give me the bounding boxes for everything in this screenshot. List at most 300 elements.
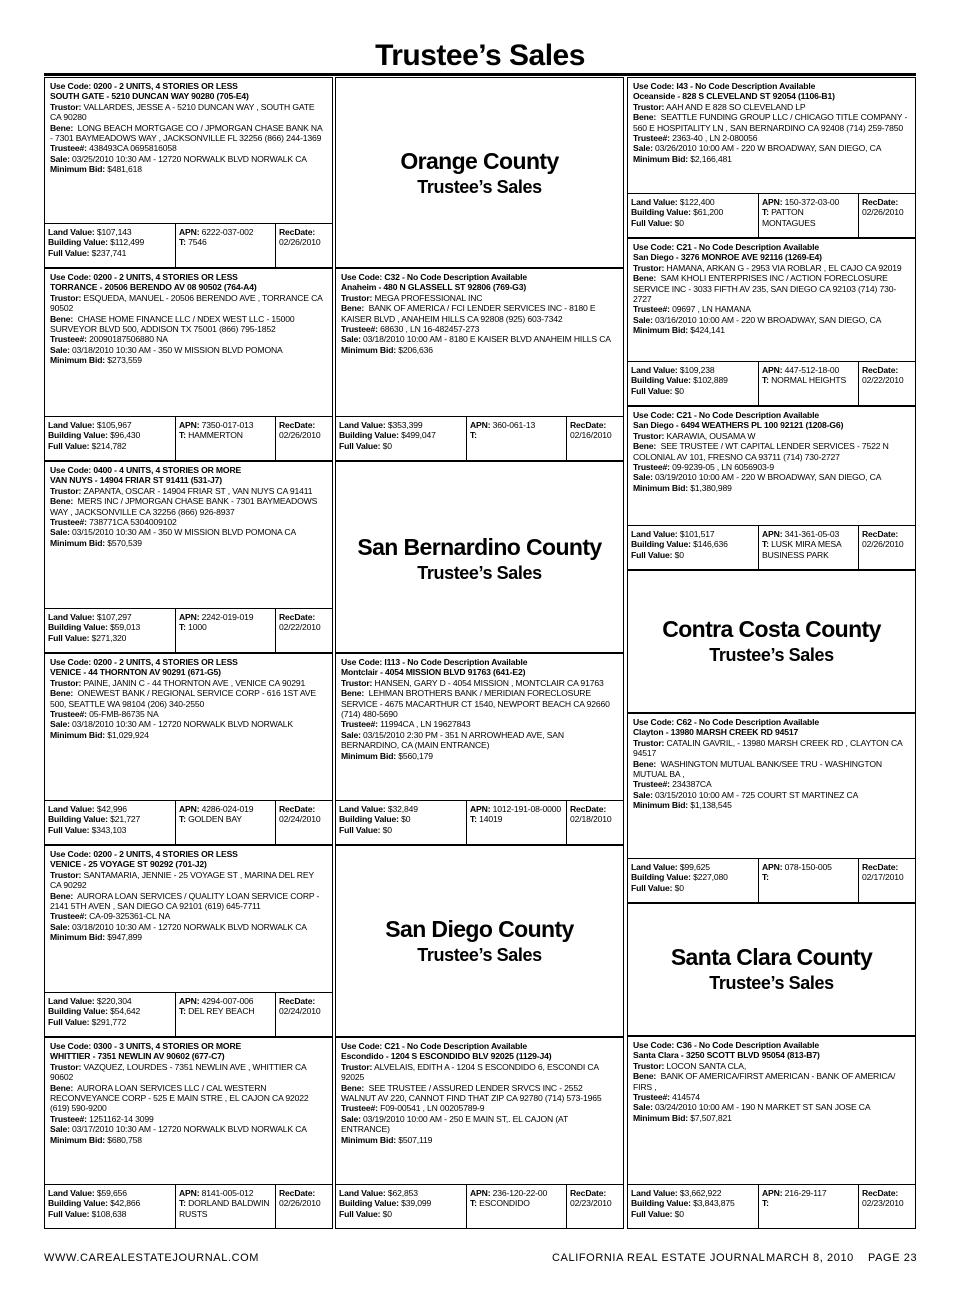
recdate-value: 02/24/2010 (279, 1006, 321, 1017)
use-code: Use Code: C62 - No Code Description Available (633, 717, 820, 727)
trustor-value: HANSEN, GARY D - 4054 MISSION , MONTCLAIR CA 91763 (374, 677, 604, 688)
use-code: Use Code: C21 - No Code Description Available (633, 242, 820, 252)
sale-label: Sale: (50, 1124, 70, 1135)
land-value: $99,625 (679, 862, 710, 872)
sale-value: 03/19/2010 10:00 AM - 250 E MAIN ST,. EL CAJON (AT ENTRANCE) (341, 1113, 568, 1135)
trustee-label: Trustee#: (341, 324, 378, 335)
min-bid-value: $1,029,924 (107, 729, 149, 740)
min-bid-label: Minimum Bid: (50, 164, 106, 175)
value-row (628, 858, 915, 902)
full-value-label: Full Value: (48, 247, 90, 258)
recdate-label: RecDate: (862, 197, 899, 207)
listing-details (45, 654, 332, 743)
trustor-value: SANTAMARIA, JENNIE - 25 VOYAGE ST , MARINA DEL REY CA 90292 (50, 869, 314, 891)
full-value: $0 (674, 1208, 684, 1219)
trustee-value: CA-09-325361-CL NA (89, 911, 171, 922)
land-value: $122,400 (679, 197, 715, 207)
property-address: Escondido - 1204 S ESCONDIDO BLV 92025 (1129-J4) (341, 1051, 552, 1062)
listing-card (44, 268, 333, 461)
listing-card (627, 238, 916, 406)
bene-value: BANK OF AMERICA/FIRST AMERICAN - BANK OF AMERICA/ FIRS , (633, 1071, 896, 1092)
bene-label: Bene: (341, 1082, 365, 1093)
trustor-value: CATALIN GAVRIL, - 13980 MARSH CREEK RD , CLAYTON CA 94517 (633, 737, 903, 759)
bene-value: SEE TRUSTEE / ASSURED LENDER SRVCS INC - 2552 WALNUT AV 220, CANNOT FIND THAT ZIP CA 92780 (714) 573-1965 (341, 1082, 602, 1104)
sale-value: 03/16/2010 10:00 AM - 220 W BROADWAY, SAN DIEGO, CA (655, 314, 882, 325)
full-value: $291,772 (91, 1016, 127, 1027)
listing-card (627, 406, 916, 570)
apn-value: 4286-024-019 (201, 804, 254, 814)
min-bid-label: Minimum Bid: (50, 1134, 106, 1145)
trustee-label: Trustee#: (50, 1113, 87, 1124)
property-address: Montclair - 4054 MISSION BLVD 91763 (641-E2) (341, 667, 526, 678)
trustor-value: VAZQUEZ, LOURDES - 7351 NEWLIN AVE , WHITTIER CA 90602 (50, 1061, 307, 1083)
trustor-value: AAH AND E 828 SO CLEVELAND LP (666, 101, 806, 112)
full-value-label: Full Value: (339, 824, 381, 835)
sale-value: 03/15/2010 10:00 AM - 725 COURT ST MARTINEZ CA (655, 789, 859, 800)
bene-label: Bene: (633, 441, 657, 452)
sale-value: 03/25/2010 10:30 AM - 12720 NORWALK BLVD NORWALK CA (72, 153, 307, 164)
land-value: $107,297 (96, 612, 132, 622)
county-header-santa-clara (627, 903, 916, 1036)
land-value: $353,399 (387, 420, 423, 430)
apn-value: 4294-007-006 (201, 996, 254, 1006)
apn-value: 8141-005-012 (201, 1188, 254, 1198)
t-value: HAMMERTON (188, 430, 243, 441)
building-value: $61,200 (693, 207, 724, 218)
min-bid-value: $560,179 (398, 750, 433, 761)
trustor-label: Trustor: (633, 737, 665, 748)
recdate-value: 02/18/2010 (570, 814, 612, 825)
use-code: Use Code: C36 - No Code Description Available (633, 1040, 820, 1050)
bene-label: Bene: (50, 890, 74, 901)
value-row (628, 193, 915, 237)
trustor-value: PAINE, JANIN C - 44 THORNTON AVE , VENICE CA 90291 (83, 677, 306, 688)
trustee-label: Trustee#: (50, 517, 87, 528)
trustor-label: Trustor: (341, 292, 373, 303)
min-bid-label: Minimum Bid: (341, 750, 397, 761)
listing-details (628, 714, 915, 814)
full-value-label: Full Value: (48, 1016, 90, 1027)
recdate-value: 02/24/2010 (279, 814, 321, 825)
land-value-label: Land Value: (339, 420, 386, 430)
listing-card (44, 461, 333, 653)
property-address: San Diego - 3276 MONROE AVE 92116 (1269-E4) (633, 252, 822, 263)
trustor-value: KARAWIA, OUSAMA W (666, 430, 756, 441)
sale-value: 03/24/2010 10:00 AM - 190 N MARKET ST SAN JOSE CA (655, 1102, 871, 1113)
t-label: T: (470, 430, 477, 441)
full-value-label: Full Value: (48, 440, 90, 451)
trustee-label: Trustee#: (633, 304, 670, 315)
apn-label: APN: (762, 862, 783, 872)
trustee-value: 234387CA (672, 779, 712, 790)
land-value: $109,238 (679, 365, 715, 375)
bene-value: SEE TRUSTEE / WT CAPITAL LENDER SERVICES - 7522 N COLONIAL AV 101, FRESNO CA 93711 (714) 730-2727 (633, 441, 889, 462)
min-bid-value: $273,559 (107, 355, 142, 366)
sale-value: 03/18/2010 10:30 AM - 350 W MISSION BLVD POMONA (72, 344, 283, 355)
trustor-value: HAMANA, ARKAN G - 2953 VIA ROBLAR , EL CAJO CA 92019 (666, 262, 902, 273)
recdate-label: RecDate: (279, 227, 316, 237)
sale-label: Sale: (633, 143, 653, 154)
building-value-label: Building Value: (48, 430, 108, 441)
building-value: $54,642 (110, 1006, 141, 1017)
trustee-label: Trustee#: (50, 709, 87, 720)
t-label: T: (762, 539, 769, 550)
full-value: $343,103 (91, 824, 127, 835)
min-bid-label: Minimum Bid: (50, 932, 106, 943)
t-label: T: (470, 1198, 477, 1209)
t-label: T: (762, 1198, 769, 1209)
full-value: $0 (674, 385, 684, 396)
use-code: Use Code: C21 - No Code Description Available (341, 1041, 528, 1051)
land-value: $32,849 (387, 804, 418, 814)
building-value-label: Building Value: (631, 1198, 691, 1209)
trustor-label: Trustor: (633, 1060, 665, 1071)
building-value: $21,727 (110, 814, 141, 825)
recdate-value: 02/16/2010 (570, 430, 612, 441)
bene-label: Bene: (50, 313, 74, 324)
bene-label: Bene: (633, 1071, 657, 1082)
use-code: Use Code: 0200 - 2 UNITS, 4 STORIES OR LESS (50, 849, 238, 859)
trustor-label: Trustor: (50, 869, 82, 880)
full-value: $0 (382, 440, 392, 451)
apn-label: APN: (762, 529, 783, 539)
county-name: Santa Clara County (670, 944, 873, 970)
listing-card (627, 77, 916, 238)
land-value-label: Land Value: (631, 529, 678, 539)
trustor-value: ALVELAIS, EDITH A - 1204 S ESCONDIDO 6, ESCONDI CA 92025 (341, 1061, 599, 1083)
min-bid-value: $947,899 (107, 932, 142, 943)
t-value: ESCONDIDO (479, 1198, 530, 1209)
apn-value: 360-061-13 (492, 420, 536, 430)
land-value: $107,143 (96, 227, 132, 237)
county-subtitle: Trustee’s Sales (417, 563, 542, 583)
land-value-label: Land Value: (631, 365, 678, 375)
recdate-value: 02/26/2010 (862, 207, 904, 218)
trustor-label: Trustor: (50, 101, 82, 112)
min-bid-value: $7,507,821 (690, 1112, 732, 1123)
t-value: PATTON MONTAGUES (762, 207, 816, 228)
county-subtitle: Trustee’s Sales (709, 973, 834, 993)
t-label: T: (762, 207, 769, 218)
land-value-label: Land Value: (339, 1188, 386, 1198)
value-row (45, 800, 332, 844)
min-bid-value: $481,618 (107, 164, 142, 175)
bene-value: LEHMAN BROTHERS BANK / MERIDIAN FORECLOSURE SERVICE - 4675 MACARTHUR CT 1540, NEWPORT BEACH CA 92660 (714) 480-5690 (341, 688, 610, 720)
building-value-label: Building Value: (631, 872, 691, 883)
bene-label: Bene: (633, 758, 657, 769)
recdate-label: RecDate: (570, 1188, 607, 1198)
trustee-value: 05-FMB-86735 NA (89, 709, 159, 720)
min-bid-label: Minimum Bid: (633, 325, 689, 336)
recdate-label: RecDate: (279, 804, 316, 814)
building-value-label: Building Value: (339, 814, 399, 825)
bene-value: CHASE HOME FINANCE LLC / NDEX WEST LLC - 15000 SURVEYOR BLVD 500, ADDISON TX 75001 (866) 795-1852 (50, 313, 295, 335)
sale-value: 03/17/2010 10:30 AM - 12720 NORWALK BLVD NORWALK CA (72, 1124, 307, 1135)
trustee-label: Trustee#: (633, 779, 670, 790)
value-row (45, 223, 332, 267)
apn-label: APN: (179, 804, 200, 814)
building-value: $499,047 (401, 430, 436, 441)
property-address: Oceanside - 828 S CLEVELAND ST 92054 (1106-B1) (633, 91, 835, 102)
t-value: 1000 (188, 622, 207, 633)
land-value-label: Land Value: (48, 804, 95, 814)
bene-value: SAM KHOLI ENTERPRISES INC / ACTION FORECLOSURE SERVICE INC - 3033 FIFTH AV 235, SAN DIEGO CA 92103 (714) 730-2727 (633, 273, 897, 305)
full-value: $0 (382, 1208, 392, 1219)
trustee-value: 738771CA 5304009102 (89, 517, 177, 528)
property-address: TORRANCE - 20506 BERENDO AV 08 90502 (764-A4) (50, 282, 257, 293)
land-value-label: Land Value: (631, 862, 678, 872)
min-bid-label: Minimum Bid: (341, 1134, 397, 1145)
trustee-label: Trustee#: (633, 133, 670, 144)
land-value-label: Land Value: (339, 804, 386, 814)
min-bid-label: Minimum Bid: (633, 153, 689, 164)
listing-details (45, 462, 332, 551)
listing-details (628, 239, 915, 339)
sale-value: 03/18/2010 10:30 AM - 12720 NORWALK BLVD NORWALK CA (72, 921, 307, 932)
recdate-label: RecDate: (862, 529, 899, 539)
building-value: $42,866 (110, 1198, 141, 1209)
bene-label: Bene: (341, 688, 365, 699)
use-code: Use Code: 0200 - 2 UNITS, 4 STORIES OR LESS (50, 272, 238, 282)
property-address: WHITTIER - 7351 NEWLIN AV 90602 (677-C7) (50, 1051, 225, 1062)
full-value: $237,741 (91, 247, 127, 258)
min-bid-label: Minimum Bid: (341, 344, 397, 355)
value-row (336, 1184, 623, 1228)
footer-page: PAGE 23 (868, 1252, 918, 1264)
building-value-label: Building Value: (339, 1198, 399, 1209)
listing-details (45, 78, 332, 178)
min-bid-value: $507,119 (398, 1134, 433, 1145)
apn-label: APN: (470, 1188, 491, 1198)
recdate-value: 02/26/2010 (279, 1198, 321, 1209)
county-header-orange (335, 77, 624, 268)
recdate-value: 02/26/2010 (279, 430, 321, 441)
property-address: VENICE - 25 VOYAGE ST 90292 (701-J2) (50, 859, 207, 870)
county-name: San Diego County (385, 916, 574, 942)
land-value-label: Land Value: (48, 227, 95, 237)
value-row (336, 800, 623, 844)
sale-value: 03/15/2010 10:30 AM - 350 W MISSION BLVD POMONA CA (72, 527, 297, 538)
full-value-label: Full Value: (631, 217, 673, 228)
building-value: $39,099 (401, 1198, 432, 1209)
listing-details (628, 78, 915, 167)
sale-label: Sale: (341, 729, 361, 740)
recdate-label: RecDate: (279, 612, 316, 622)
t-label: T: (762, 375, 769, 386)
land-value-label: Land Value: (48, 612, 95, 622)
bene-value: ONEWEST BANK / REGIONAL SERVICE CORP - 616 1ST AVE 500, SEATTLE WA 98104 (206) 340-2550 (50, 688, 316, 709)
trustor-label: Trustor: (633, 101, 665, 112)
value-row (628, 1184, 915, 1228)
apn-value: 7350-017-013 (201, 420, 254, 430)
t-label: T: (470, 814, 477, 825)
t-value: DEL REY BEACH (188, 1006, 255, 1017)
trustee-label: Trustee#: (341, 1103, 378, 1114)
sale-value: 03/19/2010 10:00 AM - 220 W BROADWAY, SAN DIEGO, CA (655, 472, 882, 483)
apn-label: APN: (470, 420, 491, 430)
min-bid-value: $2,166,481 (690, 153, 732, 164)
listing-details (336, 1038, 623, 1148)
sale-label: Sale: (341, 334, 361, 345)
trustee-label: Trustee#: (50, 143, 87, 154)
full-value: $214,782 (91, 440, 127, 451)
building-value-label: Building Value: (631, 207, 691, 218)
sale-label: Sale: (50, 153, 70, 164)
listing-details (628, 1037, 915, 1126)
land-value: $220,304 (96, 996, 132, 1006)
listing-card (627, 713, 916, 903)
use-code: Use Code: 0200 - 2 UNITS, 4 STORIES OR LESS (50, 81, 238, 91)
county-header-contra-costa (627, 570, 916, 713)
trustee-value: 414574 (672, 1092, 700, 1103)
apn-value: 2242-019-019 (201, 612, 254, 622)
apn-label: APN: (179, 227, 200, 237)
building-value: $102,889 (693, 375, 728, 386)
apn-value: 6222-037-002 (201, 227, 254, 237)
full-value: $0 (674, 549, 684, 560)
county-name: Orange County (400, 148, 559, 174)
trustor-value: ZAPANTA, OSCAR - 14904 FRIAR ST , VAN NUYS CA 91411 (83, 485, 313, 496)
t-label: T: (762, 872, 769, 883)
use-code: Use Code: I43 - No Code Description Available (633, 81, 816, 91)
building-value-label: Building Value: (48, 814, 108, 825)
recdate-value: 02/22/2010 (279, 622, 321, 633)
recdate-label: RecDate: (862, 365, 899, 375)
building-value: $112,499 (110, 237, 145, 248)
trustor-value: ESQUEDA, MANUEL - 20506 BERENDO AVE , TORRANCE CA 90502 (50, 292, 323, 314)
trustee-value: 09-9239-05 , LN 6056903-9 (672, 462, 774, 473)
trustee-value: F09-00541 , LN 00205789-9 (380, 1103, 485, 1114)
recdate-value: 02/26/2010 (862, 539, 904, 550)
min-bid-value: $1,380,989 (690, 482, 732, 493)
apn-value: 447-512-18-00 (784, 365, 840, 375)
recdate-label: RecDate: (862, 1188, 899, 1198)
t-label: T: (179, 237, 186, 248)
full-value-label: Full Value: (631, 882, 673, 893)
building-value: $59,013 (110, 622, 141, 633)
land-value: $101,517 (679, 529, 715, 539)
building-value: $96,430 (110, 430, 141, 441)
bene-label: Bene: (341, 303, 365, 314)
land-value: $59,656 (96, 1188, 127, 1198)
listing-details (628, 407, 915, 496)
apn-label: APN: (179, 996, 200, 1006)
min-bid-label: Minimum Bid: (633, 800, 689, 811)
footer-website: WWW.CAREALESTATEJOURNAL.COM (44, 1252, 260, 1264)
t-value: GOLDEN BAY (188, 814, 242, 825)
recdate-label: RecDate: (279, 996, 316, 1006)
apn-label: APN: (179, 1188, 200, 1198)
trustee-label: Trustee#: (633, 462, 670, 473)
trustor-label: Trustor: (633, 430, 665, 441)
listing-card (44, 845, 333, 1037)
footer-publication: CALIFORNIA REAL ESTATE JOURNAL (552, 1252, 766, 1264)
full-value-label: Full Value: (339, 1208, 381, 1219)
full-value-label: Full Value: (631, 1208, 673, 1219)
bene-label: Bene: (50, 688, 74, 699)
apn-label: APN: (762, 1188, 783, 1198)
sale-value: 03/15/2010 2:30 PM - 351 N ARROWHEAD AVE, SAN BERNARDINO, CA (MAIN ENTRANCE) (341, 729, 564, 751)
listing-card (335, 653, 624, 845)
min-bid-label: Minimum Bid: (50, 355, 106, 366)
value-row (336, 416, 623, 460)
sale-label: Sale: (50, 921, 70, 932)
apn-value: 1012-191-08-0000 (492, 804, 561, 814)
trustor-value: MEGA PROFESSIONAL INC (374, 292, 483, 303)
t-label: T: (179, 1006, 186, 1017)
property-address: San Diego - 6494 WEATHERS PL 100 92121 (1208-G6) (633, 420, 844, 431)
trustor-label: Trustor: (50, 485, 82, 496)
property-address: VAN NUYS - 14904 FRIAR ST 91411 (531-J7) (50, 475, 222, 486)
t-value: 7546 (188, 237, 207, 248)
apn-value: 150-372-03-00 (784, 197, 840, 207)
full-value: $271,320 (91, 632, 127, 643)
recdate-value: 02/23/2010 (862, 1198, 904, 1209)
full-value-label: Full Value: (48, 1208, 90, 1219)
county-subtitle: Trustee’s Sales (709, 645, 834, 665)
t-label: T: (179, 814, 186, 825)
t-label: T: (179, 430, 186, 441)
bene-value: LONG BEACH MORTGAGE CO / JPMORGAN CHASE BANK NA - 7301 BAYMEADOWS WAY , JACKSONVILLE FL 32256 (866) 244-1369 (50, 122, 323, 144)
listing-card (627, 1036, 916, 1229)
apn-value: 216-29-117 (784, 1188, 827, 1198)
land-value: $3,662,922 (679, 1188, 722, 1198)
value-row (628, 525, 915, 569)
listing-details (336, 269, 623, 358)
trustor-label: Trustor: (50, 292, 82, 303)
use-code: Use Code: 0200 - 2 UNITS, 4 STORIES OR LESS (50, 657, 238, 667)
page-title: Trustee’s Sales (375, 39, 585, 72)
title-rule (44, 73, 916, 76)
full-value: $0 (382, 824, 392, 835)
bene-value: AURORA LOAN SERVICES LLC / CAL WESTERN RECONVEYANCE CORP - 525 E MAIN STRE , EL CAJON CA 92022 (619) 590-9200 (50, 1082, 309, 1114)
trustor-label: Trustor: (341, 677, 373, 688)
building-value-label: Building Value: (48, 622, 108, 633)
t-value: 14019 (479, 814, 503, 825)
bene-value: BANK OF AMERICA / FCI LENDER SERVICES INC - 8180 E KAISER BLVD , ANAHEIM HILLS CA 92808 (925) 603-7342 (341, 303, 596, 324)
trustee-value: 11994CA , LN 19627843 (380, 719, 471, 730)
use-code: Use Code: C32 - No Code Description Available (341, 272, 528, 282)
property-address: VENICE - 44 THORNTON AV 90291 (671-G5) (50, 667, 221, 678)
property-address: Clayton - 13980 MARSH CREEK RD 94517 (633, 727, 799, 738)
trustee-value: 09697 , LN HAMANA (672, 304, 751, 315)
trustee-label: Trustee#: (50, 334, 87, 345)
building-value-label: Building Value: (48, 237, 108, 248)
trustee-label: Trustee#: (633, 1092, 670, 1103)
land-value-label: Land Value: (48, 996, 95, 1006)
trustor-label: Trustor: (50, 677, 82, 688)
value-row (45, 1184, 332, 1228)
listing-card (335, 268, 624, 461)
apn-label: APN: (762, 197, 783, 207)
trustor-label: Trustor: (633, 262, 665, 273)
recdate-value: 02/22/2010 (862, 375, 904, 386)
min-bid-label: Minimum Bid: (633, 482, 689, 493)
county-subtitle: Trustee’s Sales (417, 177, 542, 197)
t-value: DORLAND BALDWIN RUSTS (179, 1198, 270, 1219)
building-value-label: Building Value: (48, 1006, 108, 1017)
recdate-label: RecDate: (570, 420, 607, 430)
land-value: $105,967 (96, 420, 132, 430)
land-value-label: Land Value: (48, 1188, 95, 1198)
county-name: Contra Costa County (662, 616, 881, 642)
listing-details (45, 846, 332, 946)
min-bid-value: $424,141 (690, 325, 725, 336)
bene-value: WASHINGTON MUTUAL BANK/SEE TRU - WASHINGTON MUTUAL BA , (633, 758, 882, 780)
property-address: Santa Clara - 3250 SCOTT BLVD 95054 (813-B7) (633, 1050, 820, 1061)
trustor-value: VALLARDES, JESSE A - 5210 DUNCAN WAY , SOUTH GATE CA 90280 (50, 101, 315, 123)
recdate-label: RecDate: (570, 804, 607, 814)
